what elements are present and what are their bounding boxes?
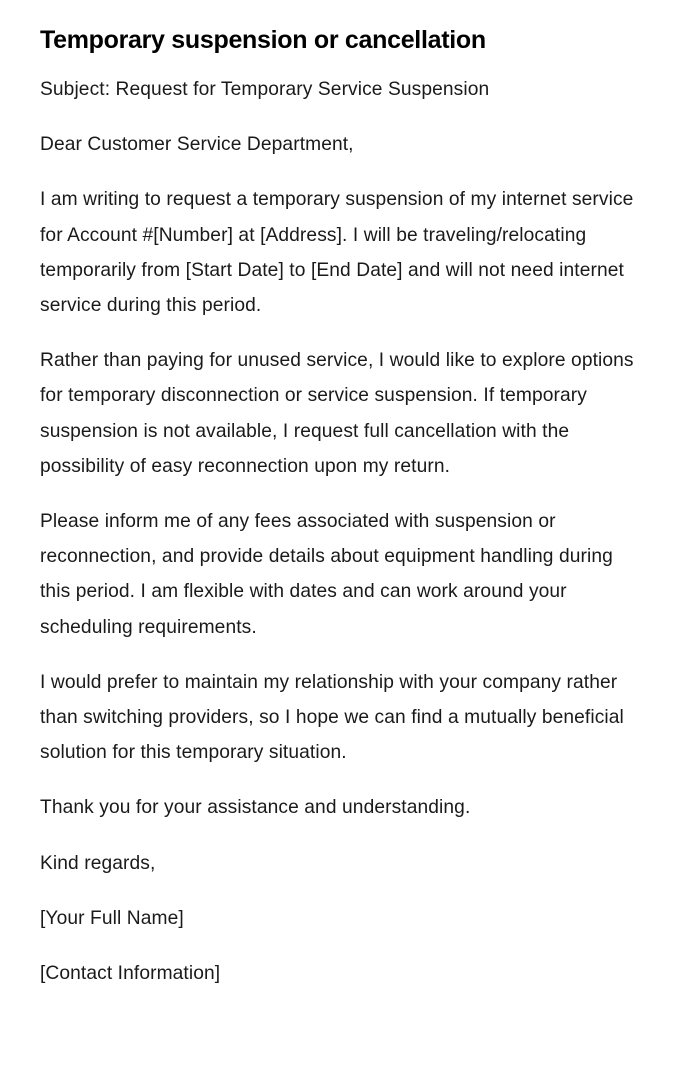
letter-document — [40, 22, 640, 1011]
contact-information: [Contact Information] — [40, 963, 221, 985]
thank-you-line: Thank you for your assistance and understanding. — [40, 797, 471, 819]
body-paragraph-4: I would prefer to maintain my relationship with your company rather than switching providers, so I hope we can find a mutually beneficial solution for this temporary situation. — [40, 671, 624, 764]
closing: Kind regards, — [40, 852, 156, 874]
subject-line: Subject: Request for Temporary Service Suspension — [40, 79, 490, 100]
body-paragraph-2: Rather than paying for unused service, I would like to explore options for temporary disconnection or service suspension. If temporary suspension is not available, I request full cancellation with the possibility of easy reconnection upon my return. — [40, 350, 634, 477]
body-paragraph-3: Please inform me of any fees associated with suspension or reconnection, and provide details about equipment handling during this period. I am flexible with dates and can work around your scheduling requirements. — [40, 511, 613, 638]
document-title: Temporary suspension or cancellation — [40, 26, 486, 54]
body-paragraph-1: I am writing to request a temporary suspension of my internet service for Account #[Number] at [Address]. I will be traveling/relocating temporarily from [Start Date] to [End Date] and will not need internet service during this period. — [40, 189, 634, 317]
salutation: Dear Customer Service Department, — [40, 134, 354, 156]
signature-name: [Your Full Name] — [40, 907, 184, 929]
